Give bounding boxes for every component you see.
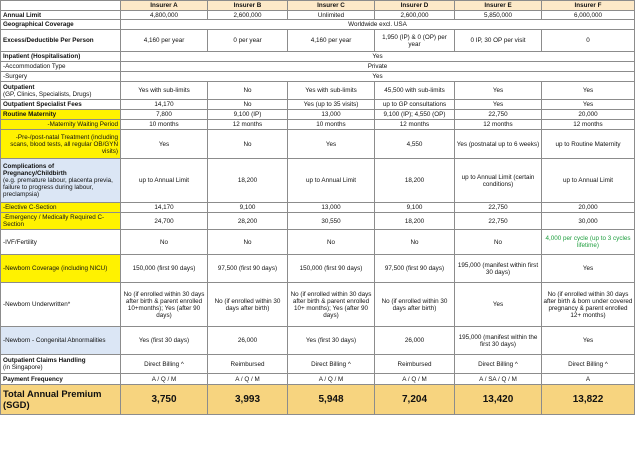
row-ivf: [1, 230, 635, 255]
row-newborn-coverage: [1, 255, 635, 283]
cell: Yes: [455, 100, 542, 110]
cell: 0 per year: [208, 30, 288, 52]
row-label-title: Outpatient Claims Handling: [3, 357, 86, 364]
cell: 6,000,000: [542, 11, 635, 20]
row-label: -Emergency / Medically Required C-Section: [1, 213, 121, 230]
cell: 5,850,000: [455, 11, 542, 20]
row-label-sub: (e.g. premature labour, placenta previa, failure to progress during labour, preclampsia): [3, 177, 113, 198]
cell: 30,550: [288, 213, 375, 230]
cell: 18,200: [208, 159, 288, 203]
cell: 195,000 (manifest within the first 30 days): [455, 327, 542, 355]
cell: No (if enrolled within 30 days after birth & parent enrolled 10+ months); Yes (after 90 days): [288, 283, 375, 327]
row-label: Outpatient Specialist Fees: [1, 100, 121, 110]
cell: up to Routine Maternity: [542, 130, 635, 159]
row-maternity-waiting: [1, 120, 635, 130]
row-label: Payment Frequency: [1, 374, 121, 385]
header-insurer-b: Insurer B: [208, 1, 288, 11]
cell: Yes: [455, 82, 542, 100]
cell: Reimbursed: [208, 355, 288, 374]
premium-value: 3,993: [208, 385, 288, 415]
cell: Yes: [288, 130, 375, 159]
cell: Yes: [542, 100, 635, 110]
row-label: [1, 355, 121, 374]
cell: Yes: [542, 82, 635, 100]
row-label: -IVF/Fertility: [1, 230, 121, 255]
cell: Yes with sub-limits: [288, 82, 375, 100]
cell: Yes (first 30 days): [288, 327, 375, 355]
row-specialist-fees: [1, 100, 635, 110]
cell: No: [375, 230, 455, 255]
cell: 14,170: [121, 100, 208, 110]
row-inpatient: [1, 52, 635, 62]
cell: 97,500 (first 90 days): [375, 255, 455, 283]
cell: 24,700: [121, 213, 208, 230]
cell: 12 months: [455, 120, 542, 130]
cell: Yes (postnatal up to 6 weeks): [455, 130, 542, 159]
cell: 2,600,000: [208, 11, 288, 20]
header-insurer-c: Insurer C: [288, 1, 375, 11]
row-label-title: Outpatient: [3, 83, 35, 91]
row-label: Inpatient (Hospitalisation): [1, 52, 121, 62]
row-label: -Accommodation Type: [1, 62, 121, 72]
row-label-title: Complications of Pregnancy/Childbirth: [3, 163, 67, 177]
cell: 4,800,000: [121, 11, 208, 20]
cell: No: [455, 230, 542, 255]
row-label: -Newborn - Congenital Abnormalities: [1, 327, 121, 355]
row-label: Annual Limit: [1, 11, 121, 20]
cell: 150,000 (first 90 days): [288, 255, 375, 283]
cell: 13,000: [288, 203, 375, 213]
merged-cell: Yes: [121, 72, 635, 82]
premium-value: 13,420: [455, 385, 542, 415]
cell: up to Annual Limit: [542, 159, 635, 203]
cell: 18,200: [375, 159, 455, 203]
cell: 14,170: [121, 203, 208, 213]
cell: 9,100: [208, 203, 288, 213]
row-label: -Newborn Underwritten*: [1, 283, 121, 327]
row-label: Total Annual Premium (SGD): [1, 385, 121, 415]
cell: Direct Billing ^: [121, 355, 208, 374]
cell: A / Q / M: [208, 374, 288, 385]
row-label: [1, 82, 121, 100]
row-total-premium: [1, 385, 635, 415]
cell: 2,600,000: [375, 11, 455, 20]
merged-cell: Worldwide excl. USA: [121, 20, 635, 30]
cell: Yes with sub-limits: [121, 82, 208, 100]
merged-cell: Yes: [121, 52, 635, 62]
row-label: Routine Maternity: [1, 110, 121, 120]
cell: up to Annual Limit (certain conditions): [455, 159, 542, 203]
corner-cell: [1, 1, 121, 11]
cell: No: [288, 230, 375, 255]
cell: 1,950 (IP) & 0 (OP) per year: [375, 30, 455, 52]
row-label: Geographical Coverage: [1, 20, 121, 30]
row-elective-csection: [1, 203, 635, 213]
row-routine-maternity: [1, 110, 635, 120]
cell: 0 IP, 30 OP per visit: [455, 30, 542, 52]
cell: Direct Billing ^: [455, 355, 542, 374]
header-insurer-a: Insurer A: [121, 1, 208, 11]
cell: Yes: [455, 283, 542, 327]
cell: Yes: [542, 327, 635, 355]
cell: 22,750: [455, 213, 542, 230]
cell: 10 months: [121, 120, 208, 130]
premium-value: 7,204: [375, 385, 455, 415]
cell: No (if enrolled within 30 days after birth): [208, 283, 288, 327]
cell: 22,750: [455, 203, 542, 213]
cell: 20,000: [542, 203, 635, 213]
cell: up to GP consultations: [375, 100, 455, 110]
cell: 13,000: [288, 110, 375, 120]
cell: 20,000: [542, 110, 635, 120]
cell: 150,000 (first 90 days): [121, 255, 208, 283]
cell: A / Q / M: [288, 374, 375, 385]
cell: Yes: [121, 130, 208, 159]
cell: 26,000: [208, 327, 288, 355]
row-surgery: [1, 72, 635, 82]
cell: Yes (up to 35 visits): [288, 100, 375, 110]
cell: A / Q / M: [375, 374, 455, 385]
cell: A / Q / M: [121, 374, 208, 385]
cell: up to Annual Limit: [121, 159, 208, 203]
premium-value: 13,822: [542, 385, 635, 415]
row-newborn-underwritten: [1, 283, 635, 327]
row-label: -Surgery: [1, 72, 121, 82]
cell: 45,500 with sub-limits: [375, 82, 455, 100]
cell: No: [208, 82, 288, 100]
cell: 7,800: [121, 110, 208, 120]
cell: No (if enrolled within 30 days after birth): [375, 283, 455, 327]
header-insurer-d: Insurer D: [375, 1, 455, 11]
row-congenital: [1, 327, 635, 355]
cell: 12 months: [542, 120, 635, 130]
cell: 18,200: [375, 213, 455, 230]
cell: Direct Billing ^: [288, 355, 375, 374]
cell: 4,000 per cycle (up to 3 cycles lifetime): [542, 230, 635, 255]
cell: Reimbursed: [375, 355, 455, 374]
header-insurer-f: Insurer F: [542, 1, 635, 11]
row-label: Excess/Deductible Per Person: [1, 30, 121, 52]
cell: Direct Billing ^: [542, 355, 635, 374]
cell: Yes: [542, 255, 635, 283]
cell: A / SA / Q / M: [455, 374, 542, 385]
cell: 9,100 (IP); 4,550 (OP): [375, 110, 455, 120]
cell: 9,100 (IP): [208, 110, 288, 120]
cell: 4,550: [375, 130, 455, 159]
row-geographical-coverage: [1, 20, 635, 30]
cell: 4,160 per year: [288, 30, 375, 52]
cell: 12 months: [208, 120, 288, 130]
row-label: -Pre-/post-natal Treatment (including scans, blood tests, all regular OB/GYN visits): [1, 130, 121, 159]
cell: 30,000: [542, 213, 635, 230]
merged-cell: Private: [121, 62, 635, 72]
cell: No: [208, 100, 288, 110]
cell: up to Annual Limit: [288, 159, 375, 203]
row-label: -Maternity Waiting Period: [1, 120, 121, 130]
row-excess: [1, 30, 635, 52]
row-payment-frequency: [1, 374, 635, 385]
cell: No: [121, 230, 208, 255]
premium-value: 3,750: [121, 385, 208, 415]
cell: Yes (first 30 days): [121, 327, 208, 355]
row-outpatient: [1, 82, 635, 100]
cell: 12 months: [375, 120, 455, 130]
row-claims-handling: [1, 355, 635, 374]
row-emergency-csection: [1, 213, 635, 230]
cell: 195,000 (manifest within first 30 days): [455, 255, 542, 283]
row-annual-limit: [1, 11, 635, 20]
row-label: -Elective C-Section: [1, 203, 121, 213]
row-complications: [1, 159, 635, 203]
cell: No: [208, 230, 288, 255]
cell: 4,160 per year: [121, 30, 208, 52]
header-row: [1, 1, 635, 11]
cell: 97,500 (first 90 days): [208, 255, 288, 283]
cell: 26,000: [375, 327, 455, 355]
cell: A: [542, 374, 635, 385]
row-label: -Newborn Coverage (including NICU): [1, 255, 121, 283]
row-label-sub: (in Singapore): [3, 364, 43, 371]
header-insurer-e: Insurer E: [455, 1, 542, 11]
row-prepost-natal: [1, 130, 635, 159]
row-label: [1, 159, 121, 203]
cell: Unlimited: [288, 11, 375, 20]
premium-value: 5,948: [288, 385, 375, 415]
cell: No: [208, 130, 288, 159]
cell: 9,100: [375, 203, 455, 213]
cell: 0: [542, 30, 635, 52]
cell: 10 months: [288, 120, 375, 130]
row-accommodation: [1, 62, 635, 72]
cell: 22,750: [455, 110, 542, 120]
cell: No (if enrolled within 30 days after birth & born under covered pregnancy & parent enrolled 12+ months): [542, 283, 635, 327]
row-label-sub: (GP, Clinics, Specialists, Drugs): [3, 90, 92, 98]
cell: 28,200: [208, 213, 288, 230]
cell: No (if enrolled within 30 days after birth & parent enrolled 10+months); Yes (after 90 days): [121, 283, 208, 327]
